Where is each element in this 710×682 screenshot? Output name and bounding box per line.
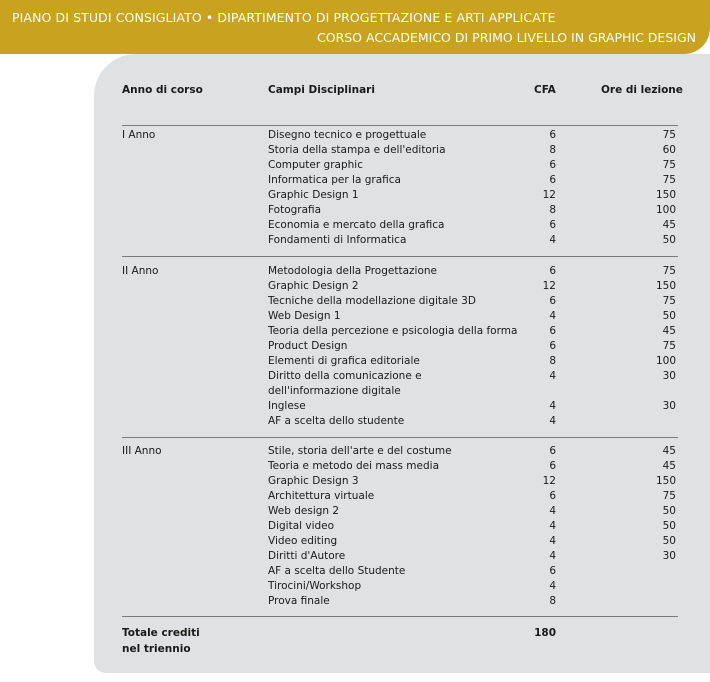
hours-cell: 150: [655, 475, 676, 487]
divider: [122, 616, 678, 617]
hours-cell: 75: [662, 340, 676, 352]
hours-cell: 50: [662, 234, 676, 246]
cfa-cell: 6: [549, 490, 556, 502]
hours-cell: 45: [662, 460, 676, 472]
cfa-cell: 6: [549, 295, 556, 307]
year-label: I Anno: [122, 129, 156, 141]
hours-cell: 30: [662, 370, 676, 382]
hours-cell: 45: [662, 325, 676, 337]
hours-cell: 60: [662, 144, 676, 156]
subject-cell: Stile, storia dell'arte e del costume: [268, 445, 452, 457]
banner-title-line-1: PIANO DI STUDI CONSIGLIATO • DIPARTIMENTO DI PROGETTAZIONE E ARTI APPLICATE: [12, 10, 556, 25]
cfa-cell: 4: [549, 520, 556, 532]
cfa-cell: 6: [549, 340, 556, 352]
cfa-cell: 12: [542, 280, 556, 292]
total-label-line-2: nel triennio: [122, 643, 191, 655]
hours-cell: 45: [662, 219, 676, 231]
header-year: Anno di corso: [122, 84, 203, 96]
subject-cell: Diritto della comunicazione e: [268, 370, 422, 382]
cfa-cell: 6: [549, 565, 556, 577]
hours-cell: 150: [655, 189, 676, 201]
cfa-cell: 4: [549, 234, 556, 246]
subject-cell: Metodologia della Progettazione: [268, 265, 437, 277]
subject-cell: Teoria e metodo dei mass media: [268, 460, 439, 472]
hours-cell: 50: [662, 535, 676, 547]
hours-cell: 30: [662, 550, 676, 562]
cfa-cell: 4: [549, 400, 556, 412]
header-hours: Ore di lezione: [601, 84, 683, 96]
hours-cell: 75: [662, 129, 676, 141]
cfa-cell: 12: [542, 475, 556, 487]
subject-cell: Elementi di grafica editoriale: [268, 355, 420, 367]
cfa-cell: 4: [549, 415, 556, 427]
subject-cell: Computer graphic: [268, 159, 363, 171]
cfa-cell: 6: [549, 265, 556, 277]
cfa-cell: 12: [542, 189, 556, 201]
year-label: II Anno: [122, 265, 159, 277]
cfa-cell: 4: [549, 505, 556, 517]
hours-cell: 45: [662, 445, 676, 457]
hours-cell: 75: [662, 174, 676, 186]
subject-cell: Economia e mercato della grafica: [268, 219, 445, 231]
subject-cell: Storia della stampa e dell'editoria: [268, 144, 446, 156]
cfa-cell: 4: [549, 535, 556, 547]
header-subject: Campi Disciplinari: [268, 84, 375, 96]
hours-cell: 50: [662, 310, 676, 322]
total-label-line-1: Totale crediti: [122, 627, 200, 639]
cfa-cell: 4: [549, 370, 556, 382]
cfa-cell: 6: [549, 445, 556, 457]
title-banner: [0, 0, 710, 54]
header-cfa: CFA: [534, 84, 556, 96]
subject-cell: Informatica per la grafica: [268, 174, 401, 186]
cfa-cell: 8: [549, 144, 556, 156]
hours-cell: 75: [662, 490, 676, 502]
divider: [122, 256, 678, 257]
hours-cell: 100: [655, 204, 676, 216]
cfa-cell: 8: [549, 355, 556, 367]
hours-cell: 50: [662, 520, 676, 532]
subject-cell: Product Design: [268, 340, 348, 352]
cfa-cell: 6: [549, 460, 556, 472]
cfa-cell: 6: [549, 325, 556, 337]
subject-cell: Graphic Design 1: [268, 189, 359, 201]
total-cfa: 180: [534, 627, 556, 639]
hours-cell: 75: [662, 265, 676, 277]
cfa-cell: 6: [549, 159, 556, 171]
divider: [122, 437, 678, 438]
cfa-cell: 4: [549, 550, 556, 562]
hours-cell: 75: [662, 295, 676, 307]
cfa-cell: 6: [549, 174, 556, 186]
subject-cell: Tecniche della modellazione digitale 3D: [268, 295, 476, 307]
subject-cell: Digital video: [268, 520, 335, 532]
cfa-cell: 6: [549, 129, 556, 141]
subject-cell: Architettura virtuale: [268, 490, 375, 502]
subject-cell: Video editing: [268, 535, 338, 547]
subject-cell: AF a scelta dello Studente: [268, 565, 406, 577]
year-label: III Anno: [122, 445, 162, 457]
subject-cell: AF a scelta dello studente: [268, 415, 405, 427]
subject-cell: Graphic Design 3: [268, 475, 359, 487]
subject-cell: dell'informazione digitale: [268, 385, 401, 397]
subject-cell: Diritti d'Autore: [268, 550, 346, 562]
cfa-cell: 6: [549, 219, 556, 231]
cfa-cell: 8: [549, 204, 556, 216]
total-label: [122, 625, 200, 657]
subject-cell: Prova finale: [268, 595, 330, 607]
hours-cell: 100: [655, 355, 676, 367]
subject-cell: Web Design 1: [268, 310, 341, 322]
subject-cell: Teoria della percezione e psicologia della forma: [268, 325, 518, 337]
cfa-cell: 4: [549, 580, 556, 592]
cfa-cell: 8: [549, 595, 556, 607]
subject-cell: Tirocini/Workshop: [268, 580, 362, 592]
subject-cell: Disegno tecnico e progettuale: [268, 129, 427, 141]
subject-cell: Web design 2: [268, 505, 340, 517]
hours-cell: 50: [662, 505, 676, 517]
subject-cell: Fondamenti di Informatica: [268, 234, 407, 246]
divider: [122, 125, 678, 126]
banner-title-line-2: CORSO ACCADEMICO DI PRIMO LIVELLO IN GRAPHIC DESIGN: [317, 30, 696, 45]
subject-cell: Graphic Design 2: [268, 280, 359, 292]
hours-cell: 150: [655, 280, 676, 292]
cfa-cell: 4: [549, 310, 556, 322]
hours-cell: 75: [662, 159, 676, 171]
hours-cell: 30: [662, 400, 676, 412]
subject-cell: Fotografia: [268, 204, 322, 216]
subject-cell: Inglese: [268, 400, 306, 412]
